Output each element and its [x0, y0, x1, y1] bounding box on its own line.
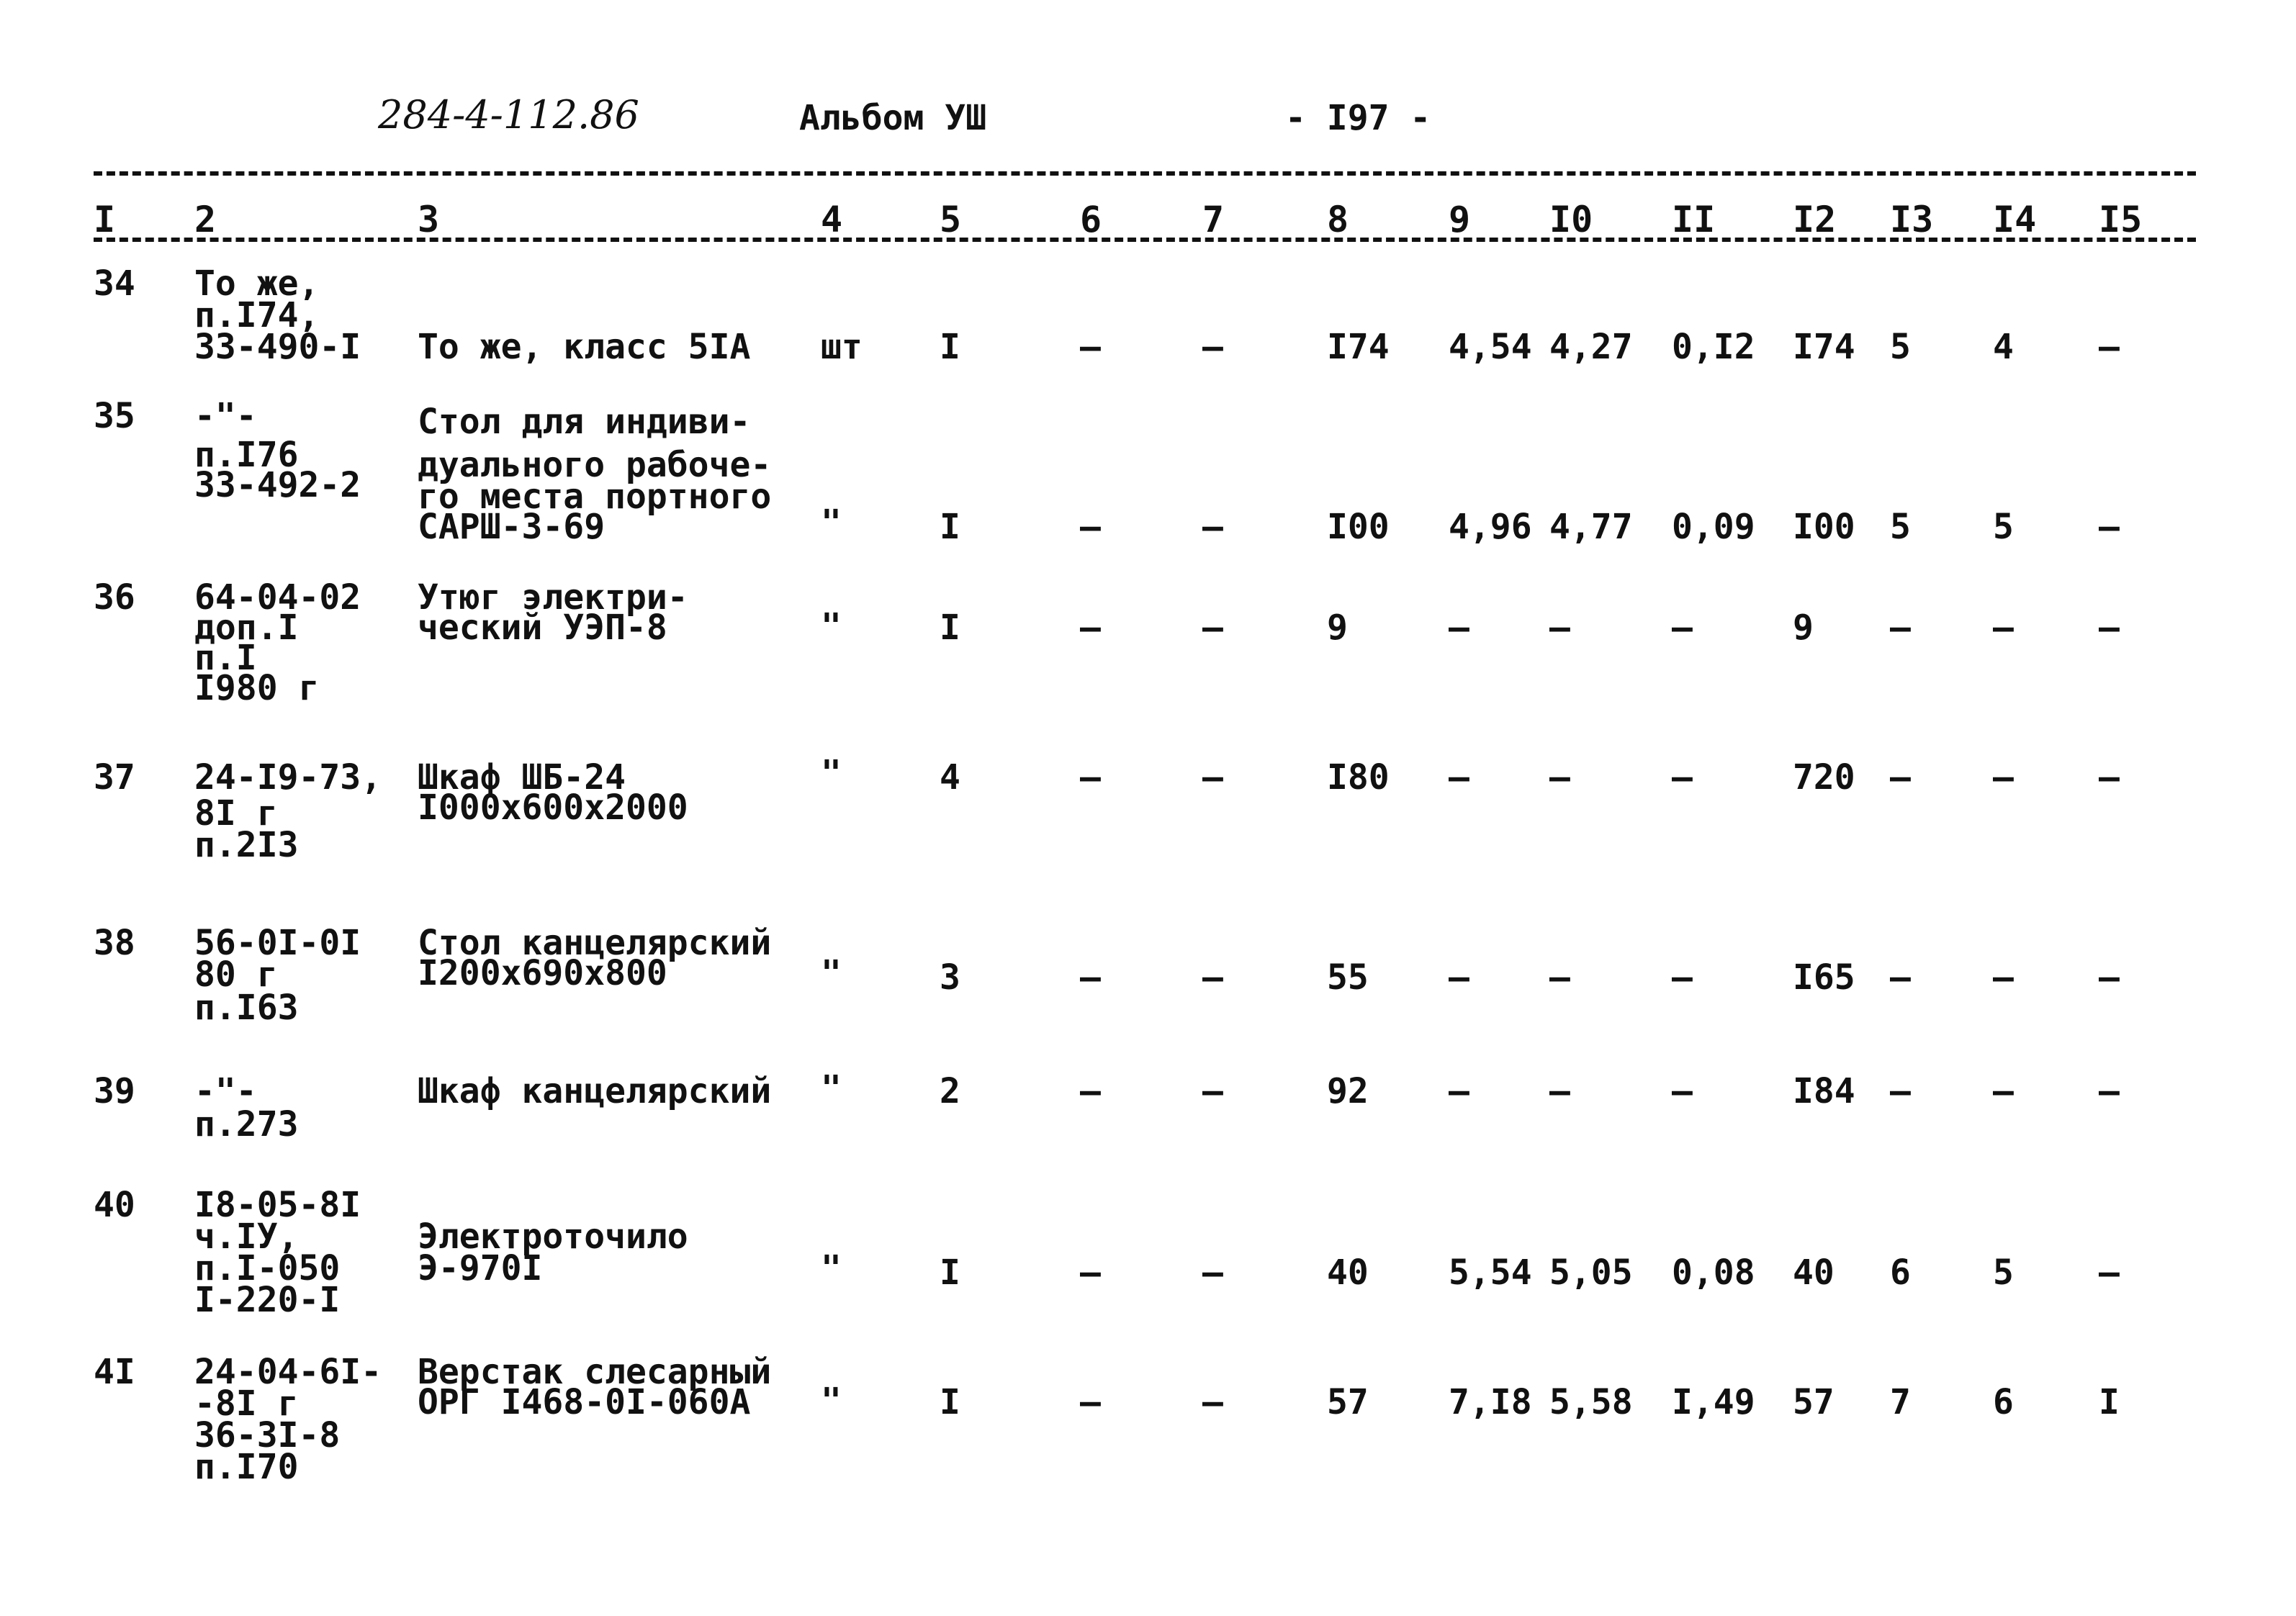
reference-line: п.I70: [194, 1447, 299, 1487]
col14-cell: 6: [1993, 1382, 2014, 1422]
col8-cell: I00: [1327, 507, 1390, 547]
col15-cell: –: [2099, 1071, 2120, 1111]
quantity-cell: I: [940, 327, 960, 367]
col13-cell: 5: [1890, 507, 1911, 547]
column-number: I: [94, 199, 116, 240]
column-number: I0: [1549, 199, 1593, 240]
row-number: 4I: [94, 1352, 135, 1392]
col15-cell: –: [2099, 507, 2120, 547]
col9-cell: –: [1449, 757, 1469, 798]
col15-cell: I: [2099, 1382, 2120, 1422]
col9-cell: 4,96: [1449, 507, 1532, 547]
col7-cell: –: [1202, 1071, 1223, 1111]
page-number: - I97 -: [1285, 98, 1431, 138]
reference-line: 80 г: [194, 954, 278, 995]
item-name-line: САРШ-3-69: [418, 507, 605, 547]
col7-cell: –: [1202, 1382, 1223, 1422]
col10-cell: 5,05: [1549, 1252, 1633, 1293]
reference-line: 24-04-6I-: [194, 1352, 382, 1392]
album-title: Альбом УШ: [799, 98, 987, 138]
col6-cell: –: [1080, 1382, 1101, 1422]
unit-cell: ": [821, 1068, 842, 1109]
reference-line: п.I76: [194, 435, 299, 475]
row-number: 34: [94, 263, 135, 304]
col11-cell: –: [1672, 757, 1693, 798]
col10-cell: –: [1549, 1071, 1570, 1111]
column-number: I5: [2099, 199, 2143, 240]
col13-cell: 7: [1890, 1382, 1911, 1422]
column-number: 2: [194, 199, 217, 240]
reference-line: -"-: [194, 1071, 257, 1111]
col11-cell: 0,08: [1672, 1252, 1755, 1293]
item-name-line: I200х690х800: [418, 953, 667, 993]
col7-cell: –: [1202, 608, 1223, 648]
item-name-line: ОРГ I468-0I-060А: [418, 1382, 751, 1422]
col12-cell: 40: [1793, 1252, 1834, 1293]
col9-cell: –: [1449, 1071, 1469, 1111]
col7-cell: –: [1202, 1252, 1223, 1293]
col12-cell: I74: [1793, 327, 1855, 367]
col12-cell: 57: [1793, 1382, 1834, 1422]
quantity-cell: I: [940, 1382, 960, 1422]
col12-cell: I00: [1793, 507, 1855, 547]
col13-cell: –: [1890, 1071, 1911, 1111]
reference-line: 8I г: [194, 793, 278, 834]
quantity-cell: 2: [940, 1071, 960, 1111]
unit-cell: ": [821, 1381, 842, 1421]
col13-cell: 5: [1890, 327, 1911, 367]
col14-cell: 5: [1993, 507, 2014, 547]
col14-cell: –: [1993, 957, 2014, 998]
col11-cell: –: [1672, 608, 1693, 648]
col6-cell: –: [1080, 957, 1101, 998]
reference-line: п.I: [194, 638, 257, 678]
col8-cell: 40: [1327, 1252, 1369, 1293]
col9-cell: 7,I8: [1449, 1382, 1532, 1422]
col8-cell: 57: [1327, 1382, 1369, 1422]
col10-cell: –: [1549, 608, 1570, 648]
reference-line: I980 г: [194, 668, 320, 708]
unit-cell: шт: [821, 327, 863, 367]
col15-cell: –: [2099, 1252, 2120, 1293]
reference-line: 56-0I-0I: [194, 923, 361, 963]
col10-cell: 4,77: [1549, 507, 1633, 547]
column-number: I4: [1993, 199, 2037, 240]
col12-cell: I65: [1793, 957, 1855, 998]
document-code: 284-4-112.86: [378, 92, 639, 137]
col7-cell: –: [1202, 507, 1223, 547]
col13-cell: –: [1890, 608, 1911, 648]
col11-cell: –: [1672, 1071, 1693, 1111]
item-name-line: Электроточило: [418, 1216, 688, 1257]
col8-cell: 9: [1327, 608, 1348, 648]
col7-cell: –: [1202, 327, 1223, 367]
col15-cell: –: [2099, 327, 2120, 367]
reference-line: I-220-I: [194, 1280, 341, 1320]
row-number: 40: [94, 1185, 135, 1225]
item-name-line: Шкаф канцелярский: [418, 1071, 772, 1111]
column-number: I2: [1793, 199, 1837, 240]
col10-cell: 5,58: [1549, 1382, 1633, 1422]
header-top-divider: [94, 171, 2196, 176]
col14-cell: –: [1993, 757, 2014, 798]
column-number: I3: [1890, 199, 1934, 240]
col11-cell: I,49: [1672, 1382, 1755, 1422]
item-name-line: го места портного: [418, 477, 772, 517]
col12-cell: I84: [1793, 1071, 1855, 1111]
col10-cell: 4,27: [1549, 327, 1633, 367]
col14-cell: 5: [1993, 1252, 2014, 1293]
col13-cell: –: [1890, 757, 1911, 798]
reference-line: п.I74,: [194, 295, 320, 335]
col15-cell: –: [2099, 608, 2120, 648]
col6-cell: –: [1080, 1252, 1101, 1293]
item-name-line: Шкаф ШБ-24: [418, 757, 626, 798]
item-name-line: ческий УЭП-8: [418, 608, 667, 648]
reference-line: I8-05-8I: [194, 1185, 361, 1225]
item-name-line: Утюг электри-: [418, 577, 688, 618]
unit-cell: ": [821, 753, 842, 793]
reference-line: 33-490-I: [194, 327, 361, 367]
reference-line: 24-I9-73,: [194, 757, 382, 798]
reference-line: 33-492-2: [194, 465, 361, 505]
col11-cell: 0,I2: [1672, 327, 1755, 367]
col8-cell: I74: [1327, 327, 1390, 367]
quantity-cell: I: [940, 1252, 960, 1293]
reference-line: доп.I: [194, 608, 299, 648]
col9-cell: 5,54: [1449, 1252, 1532, 1293]
col13-cell: 6: [1890, 1252, 1911, 1293]
col10-cell: –: [1549, 757, 1570, 798]
reference-line: 36-3I-8: [194, 1415, 341, 1455]
col10-cell: –: [1549, 957, 1570, 998]
col9-cell: –: [1449, 957, 1469, 998]
column-number: 9: [1449, 199, 1471, 240]
col15-cell: –: [2099, 757, 2120, 798]
col6-cell: –: [1080, 608, 1101, 648]
row-number: 36: [94, 577, 135, 618]
column-number: 4: [821, 199, 843, 240]
item-name-line: Стол для индиви-: [418, 402, 751, 442]
col14-cell: –: [1993, 608, 2014, 648]
col12-cell: 720: [1793, 757, 1855, 798]
col13-cell: –: [1890, 957, 1911, 998]
col6-cell: –: [1080, 327, 1101, 367]
item-name-line: Верстак слесарный: [418, 1352, 772, 1392]
item-name-line: То же, класс 5IА: [418, 327, 751, 367]
col8-cell: I80: [1327, 757, 1390, 798]
reference-line: ч.IУ,: [194, 1216, 299, 1257]
row-number: 35: [94, 396, 135, 436]
row-number: 37: [94, 757, 135, 798]
quantity-cell: 4: [940, 757, 960, 798]
column-number: 8: [1327, 199, 1349, 240]
column-number: 7: [1202, 199, 1225, 240]
unit-cell: ": [821, 502, 842, 543]
col9-cell: 4,54: [1449, 327, 1532, 367]
column-number: 3: [418, 199, 440, 240]
reference-line: То же,: [194, 263, 320, 304]
reference-line: п.I-050: [194, 1248, 341, 1288]
unit-cell: ": [821, 953, 842, 993]
unit-cell: ": [821, 1248, 842, 1288]
col6-cell: –: [1080, 507, 1101, 547]
col14-cell: –: [1993, 1071, 2014, 1111]
col6-cell: –: [1080, 757, 1101, 798]
unit-cell: ": [821, 606, 842, 646]
column-number: 5: [940, 199, 962, 240]
quantity-cell: I: [940, 507, 960, 547]
reference-line: п.273: [194, 1104, 299, 1145]
quantity-cell: 3: [940, 957, 960, 998]
col11-cell: 0,09: [1672, 507, 1755, 547]
item-name-line: Э-970I: [418, 1248, 543, 1288]
item-name-line: дуального рабоче-: [418, 445, 772, 485]
col9-cell: –: [1449, 608, 1469, 648]
reference-line: п.2I3: [194, 825, 299, 865]
column-number-divider: [94, 238, 2196, 242]
reference-line: -8I г: [194, 1383, 299, 1424]
col14-cell: 4: [1993, 327, 2014, 367]
reference-line: -"-: [194, 396, 257, 436]
quantity-cell: I: [940, 608, 960, 648]
column-number: II: [1672, 199, 1716, 240]
col15-cell: –: [2099, 957, 2120, 998]
col11-cell: –: [1672, 957, 1693, 998]
reference-line: 64-04-02: [194, 577, 361, 618]
row-number: 39: [94, 1071, 135, 1111]
reference-line: п.I63: [194, 988, 299, 1028]
col7-cell: –: [1202, 757, 1223, 798]
item-name-line: Стол канцелярский: [418, 923, 772, 963]
item-name-line: I000х600х2000: [418, 787, 688, 828]
col8-cell: 92: [1327, 1071, 1369, 1111]
row-number: 38: [94, 923, 135, 963]
col7-cell: –: [1202, 957, 1223, 998]
col8-cell: 55: [1327, 957, 1369, 998]
col12-cell: 9: [1793, 608, 1814, 648]
col6-cell: –: [1080, 1071, 1101, 1111]
column-number: 6: [1080, 199, 1102, 240]
